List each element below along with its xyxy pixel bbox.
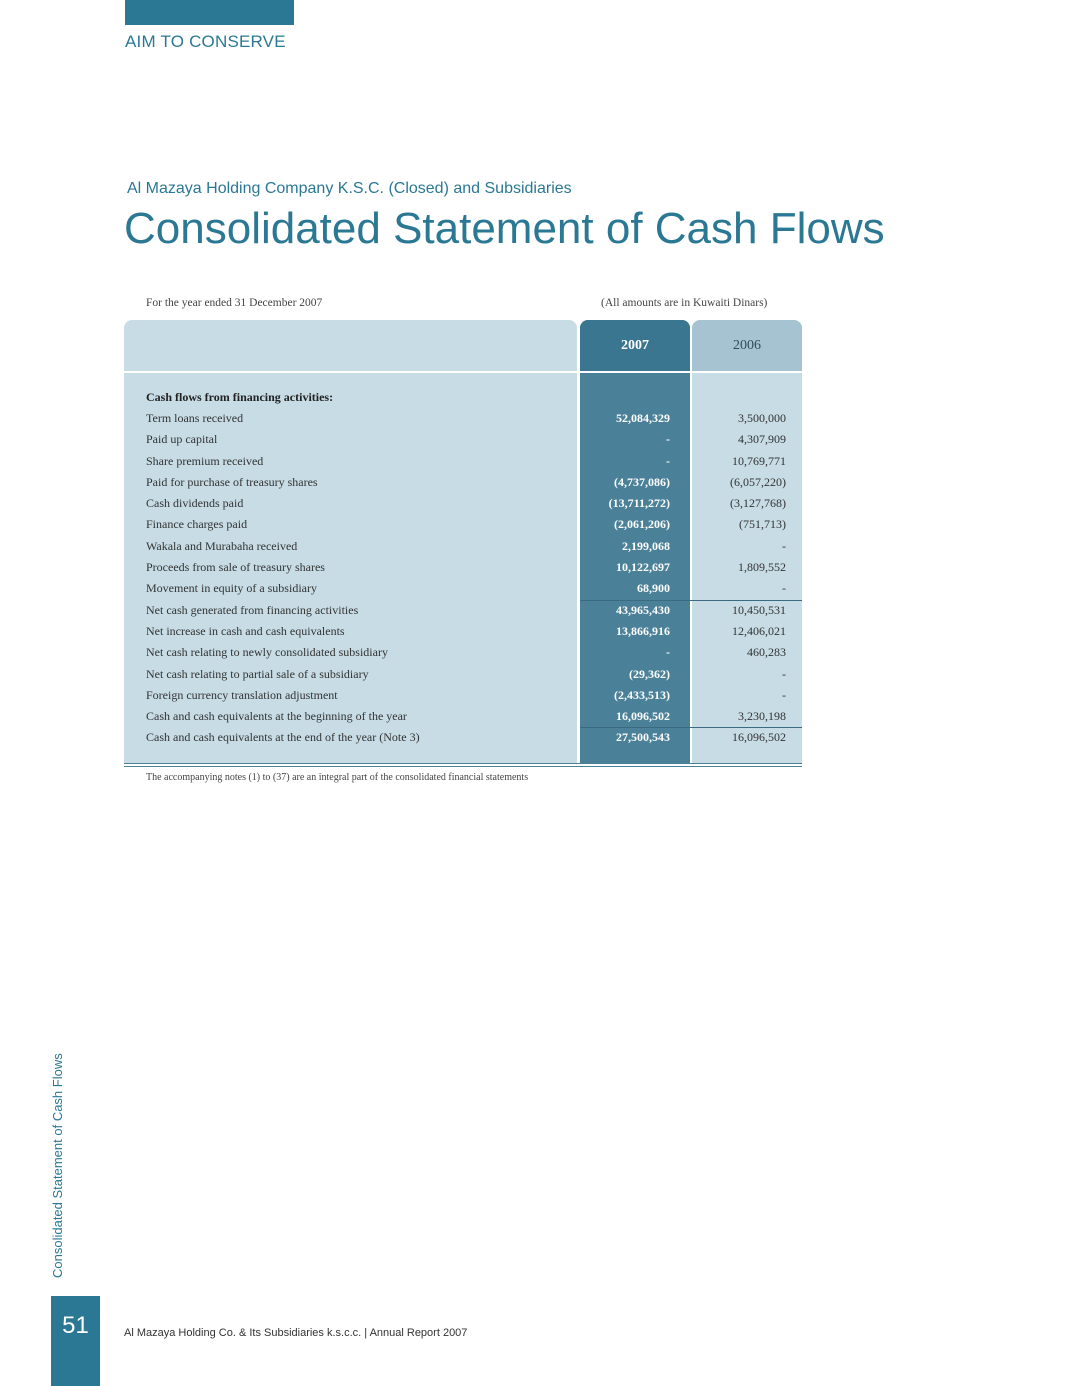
table-row — [124, 472, 802, 493]
value-2007: 16,096,502 — [616, 709, 670, 724]
table-row — [124, 685, 802, 706]
table-row — [124, 451, 802, 472]
row-label: Share premium received — [146, 453, 264, 468]
value-2007: 27,500,543 — [616, 730, 670, 745]
table-row — [124, 557, 802, 578]
value-2006: - — [782, 687, 786, 702]
value-2006: 10,769,771 — [732, 453, 786, 468]
value-2006: 4,307,909 — [738, 432, 786, 447]
row-label: Net cash relating to partial sale of a subsidiary — [146, 666, 369, 681]
column-header-2007: 2007 — [621, 338, 649, 353]
section-heading: Cash flows from financing activities: — [146, 390, 334, 404]
table-row — [124, 429, 802, 450]
footer-text: Al Mazaya Holding Co. & Its Subsidiaries k.s.c.c. | Annual Report 2007 — [124, 1327, 468, 1339]
value-2006: (6,057,220) — [730, 474, 786, 489]
company-name: Al Mazaya Holding Company K.S.C. (Closed) and Subsidiaries — [127, 180, 572, 197]
row-label: Finance charges paid — [146, 517, 248, 532]
table-row — [124, 514, 802, 535]
value-2007: (2,061,206) — [614, 517, 670, 532]
page-number: 51 — [62, 1312, 89, 1339]
row-label: Net cash relating to newly consolidated subsidiary — [146, 645, 388, 660]
value-2006: - — [782, 666, 786, 681]
table-row-subtotal — [124, 600, 802, 621]
header-separator — [124, 371, 802, 373]
row-label: Cash dividends paid — [146, 496, 244, 511]
side-running-title: Consolidated Statement of Cash Flows — [50, 1053, 65, 1278]
value-2007: (13,711,272) — [608, 496, 670, 511]
row-label: Foreign currency translation adjustment — [146, 687, 338, 702]
value-2007: (2,433,513) — [614, 687, 670, 702]
table-row — [124, 621, 802, 642]
table-row — [124, 578, 802, 599]
table-row — [124, 408, 802, 429]
value-2007: 52,084,329 — [616, 411, 670, 425]
value-2006: 10,450,531 — [732, 602, 786, 617]
section-tag: AIM TO CONSERVE — [125, 32, 286, 51]
value-2006: 460,283 — [747, 645, 786, 660]
period-label: For the year ended 31 December 2007 — [146, 297, 323, 309]
table-row — [124, 664, 802, 685]
value-2006: 3,230,198 — [738, 709, 786, 724]
table-row — [124, 536, 802, 557]
row-label: Net increase in cash and cash equivalents — [146, 623, 345, 638]
table-row — [124, 642, 802, 663]
row-label: Movement in equity of a subsidiary — [146, 581, 317, 596]
value-2006: 12,406,021 — [732, 623, 786, 638]
table-row-total — [124, 727, 802, 748]
value-2006: 3,500,000 — [738, 411, 786, 425]
row-label: Cash and cash equivalents at the beginning of the year — [146, 709, 407, 724]
value-2007: 10,122,697 — [616, 560, 670, 575]
value-2006: 16,096,502 — [732, 730, 786, 745]
row-label: Paid for purchase of treasury shares — [146, 474, 318, 489]
value-2006: - — [782, 581, 786, 596]
value-2007: (29,362) — [629, 666, 670, 681]
row-label: Term loans received — [146, 411, 244, 425]
top-accent-bar — [125, 0, 294, 25]
row-label: Paid up capital — [146, 432, 218, 447]
value-2006: - — [782, 538, 786, 553]
value-2007: - — [666, 645, 670, 660]
value-2006: 1,809,552 — [738, 560, 786, 575]
value-2007: 43,965,430 — [616, 602, 670, 617]
footnote: The accompanying notes (1) to (37) are an integral part of the consolidated financial statements — [146, 772, 529, 783]
row-label: Wakala and Murabaha received — [146, 538, 298, 553]
value-2007: 68,900 — [637, 581, 670, 596]
value-2006: (751,713) — [739, 517, 786, 532]
row-label: Proceeds from sale of treasury shares — [146, 560, 325, 575]
table-bottom-rule — [124, 763, 802, 764]
value-2007: - — [666, 432, 670, 447]
value-2007: (4,737,086) — [614, 474, 670, 489]
page-title: Consolidated Statement of Cash Flows — [124, 204, 885, 253]
units-label: (All amounts are in Kuwaiti Dinars) — [601, 297, 768, 309]
page-number-box — [51, 1296, 100, 1386]
table-body — [124, 408, 802, 749]
table-row — [124, 493, 802, 514]
row-label: Net cash generated from financing activities — [146, 602, 359, 617]
value-2007: - — [666, 453, 670, 468]
value-2006: (3,127,768) — [730, 496, 786, 511]
table-bottom-rule — [124, 766, 802, 767]
column-header-2006: 2006 — [733, 338, 761, 353]
table-row — [124, 706, 802, 727]
value-2007: 13,866,916 — [616, 623, 670, 638]
row-label: Cash and cash equivalents at the end of the year (Note 3) — [146, 730, 420, 745]
value-2007: 2,199,068 — [622, 538, 670, 553]
